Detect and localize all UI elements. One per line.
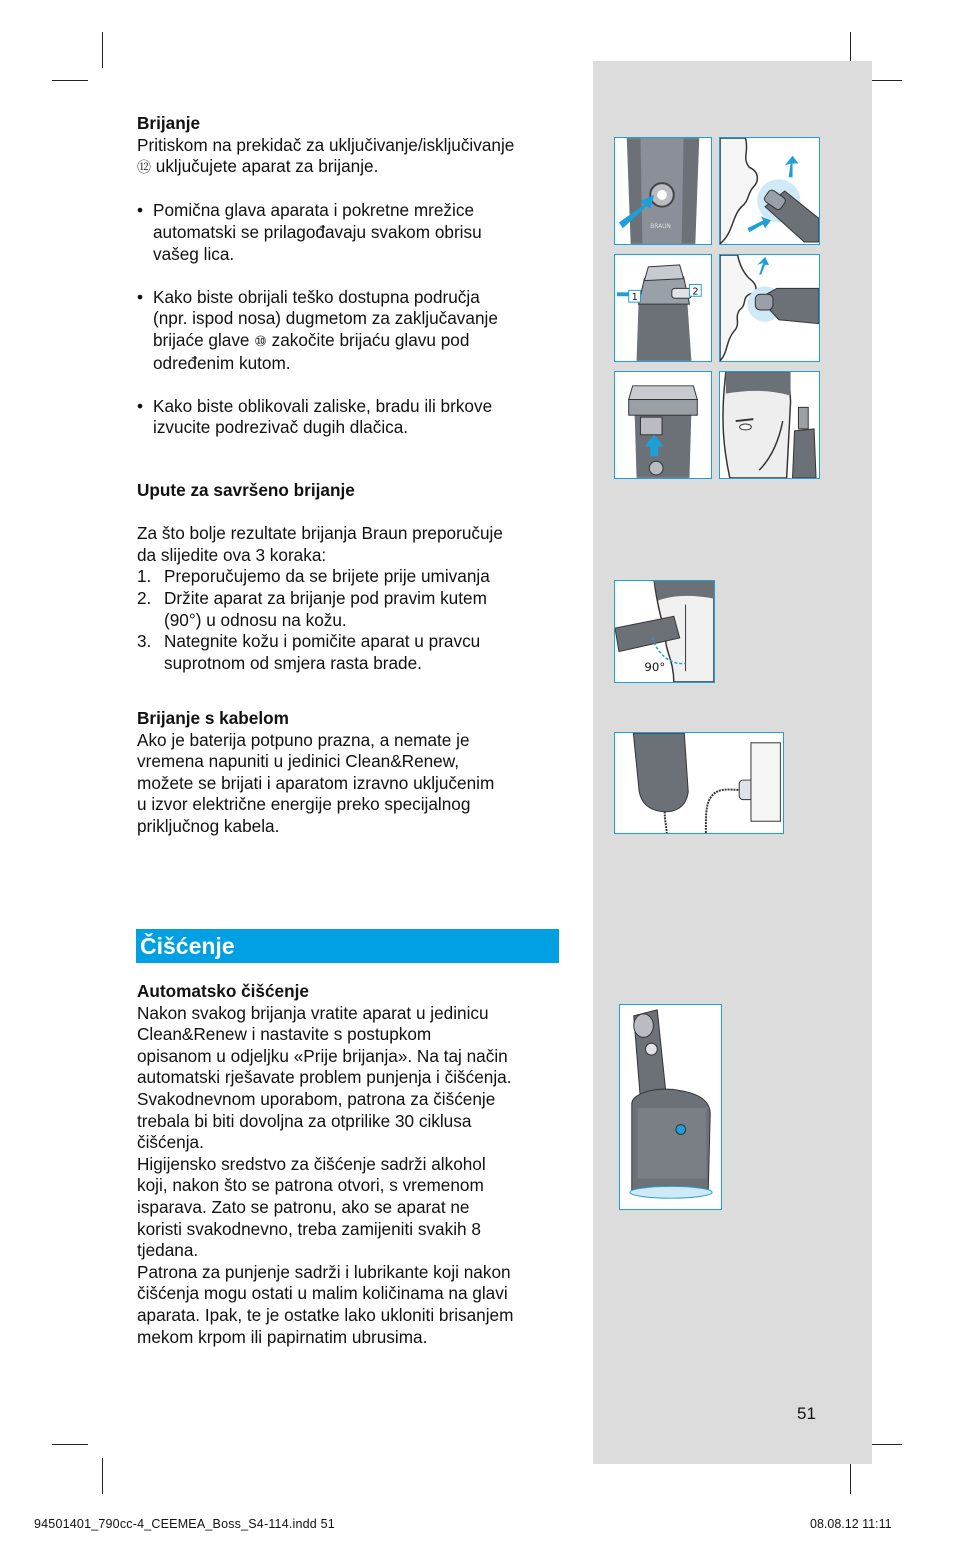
crop-mark xyxy=(102,32,103,68)
figure-under-nose xyxy=(719,254,820,362)
cord-heading: Brijanje s kabelom xyxy=(137,708,289,728)
cleaning-section-title: Čišćenje xyxy=(140,933,235,959)
cord-section xyxy=(137,708,562,838)
cord-text: Ako je baterija potpuno prazna, a nemate je vremena napuniti u jedinici Clean&Renew, možete se brijati i aparatom izravno uključenim u izvor električne energije preko specijalnog priključnog kabela. xyxy=(137,729,495,836)
figure-clean-renew xyxy=(619,1004,722,1210)
cleaning-text: Nakon svakog brijanja vratite aparat u jedinicu Clean&Renew i nastavite s postupkom opisanom u odjeljku «Prije brijanja». Na taj način automatski rješavate problem punjenja i čišćenja. Svakodnevnom uporabom, patrona za čišćenje trebala bi biti dovoljna za otprilike 30 ciklusa čišćenja. Higijensko sredstvo za čišćenje sadrži alkohol koji, nakon što se patrona otvori, s vremenom isparava. Zato se patronu, ako se aparat ne koristi svakodnevno, treba zamijeniti svakih 8 tjedana. Patrona za punjenje sadrži i lubrikante koji nakon čišćenja mogu ostati u malim količinama na glavi aparata. Ipak, te je ostatke lako ukloniti brisanjem mekom krpom ili papirnatim ubrusima. xyxy=(137,1002,514,1347)
figure-90-degree xyxy=(614,580,715,683)
shaving-intro: Pritiskom na prekidač za uključivanje/isključivanje ⑫ uključujete aparat za brijanje. xyxy=(137,134,515,177)
figure-trimmer xyxy=(614,371,712,479)
angle-label: 90° xyxy=(644,660,666,675)
step-1-label: 1 xyxy=(631,292,638,304)
crop-mark xyxy=(52,80,88,81)
tips-intro: Za što bolje rezultate brijanja Braun preporučuje da slijedite ova 3 koraka: xyxy=(137,523,503,565)
figure-sideburns xyxy=(719,371,820,479)
cleaning-section-bar xyxy=(136,929,559,963)
figure-lock-head xyxy=(614,254,712,362)
footer-date: 08.08.12 11:11 xyxy=(810,1517,892,1531)
figure-power-cord xyxy=(614,732,784,834)
shaving-bullet-1: • Pomična glava aparata i pokretne mrežice automatski se prilagođavaju svakom obrisu vašeg lica. xyxy=(137,200,562,265)
tips-step: 3. Nategnite kožu i pomičite aparat u pravcu suprotnom od smjera rasta brade. xyxy=(137,631,481,673)
tips-step: 2. Držite aparat za brijanje pod pravim kutem (90°) u odnosu na kožu. xyxy=(137,587,487,630)
figure-power-button xyxy=(614,137,712,245)
shaving-section xyxy=(137,113,562,439)
shaving-heading: Brijanje xyxy=(137,113,201,133)
shaving-bullet-3: • Kako biste oblikovali zaliske, bradu ili brkove izvucite podrezivač dugih dlačica. xyxy=(137,396,562,439)
tips-step: 1. Preporučujemo da se brijete prije umivanja xyxy=(137,566,490,587)
crop-mark xyxy=(52,1444,88,1445)
cleaning-heading: Automatsko čišćenje xyxy=(137,981,309,1001)
tips-section xyxy=(137,480,562,674)
shaving-bullet-2: • Kako biste obrijali teško dostupna područja (npr. ispod nosa) dugmetom za zaključavanje brijaće glave ⑩ zakočite brijaću glavu pod određenim kutom. xyxy=(137,287,562,374)
page-number: 51 xyxy=(797,1404,816,1423)
cleaning-section xyxy=(137,981,562,1348)
step-2-label: 2 xyxy=(692,286,699,298)
brand-logo: BRAUN xyxy=(650,224,671,231)
footer-file: 94501401_790cc-4_CEEMEA_Boss_S4-114.indd 51 xyxy=(34,1517,335,1531)
crop-mark xyxy=(102,1458,103,1494)
tips-heading: Upute za savršeno brijanje xyxy=(137,480,355,500)
figure-flexible-head xyxy=(719,137,820,245)
